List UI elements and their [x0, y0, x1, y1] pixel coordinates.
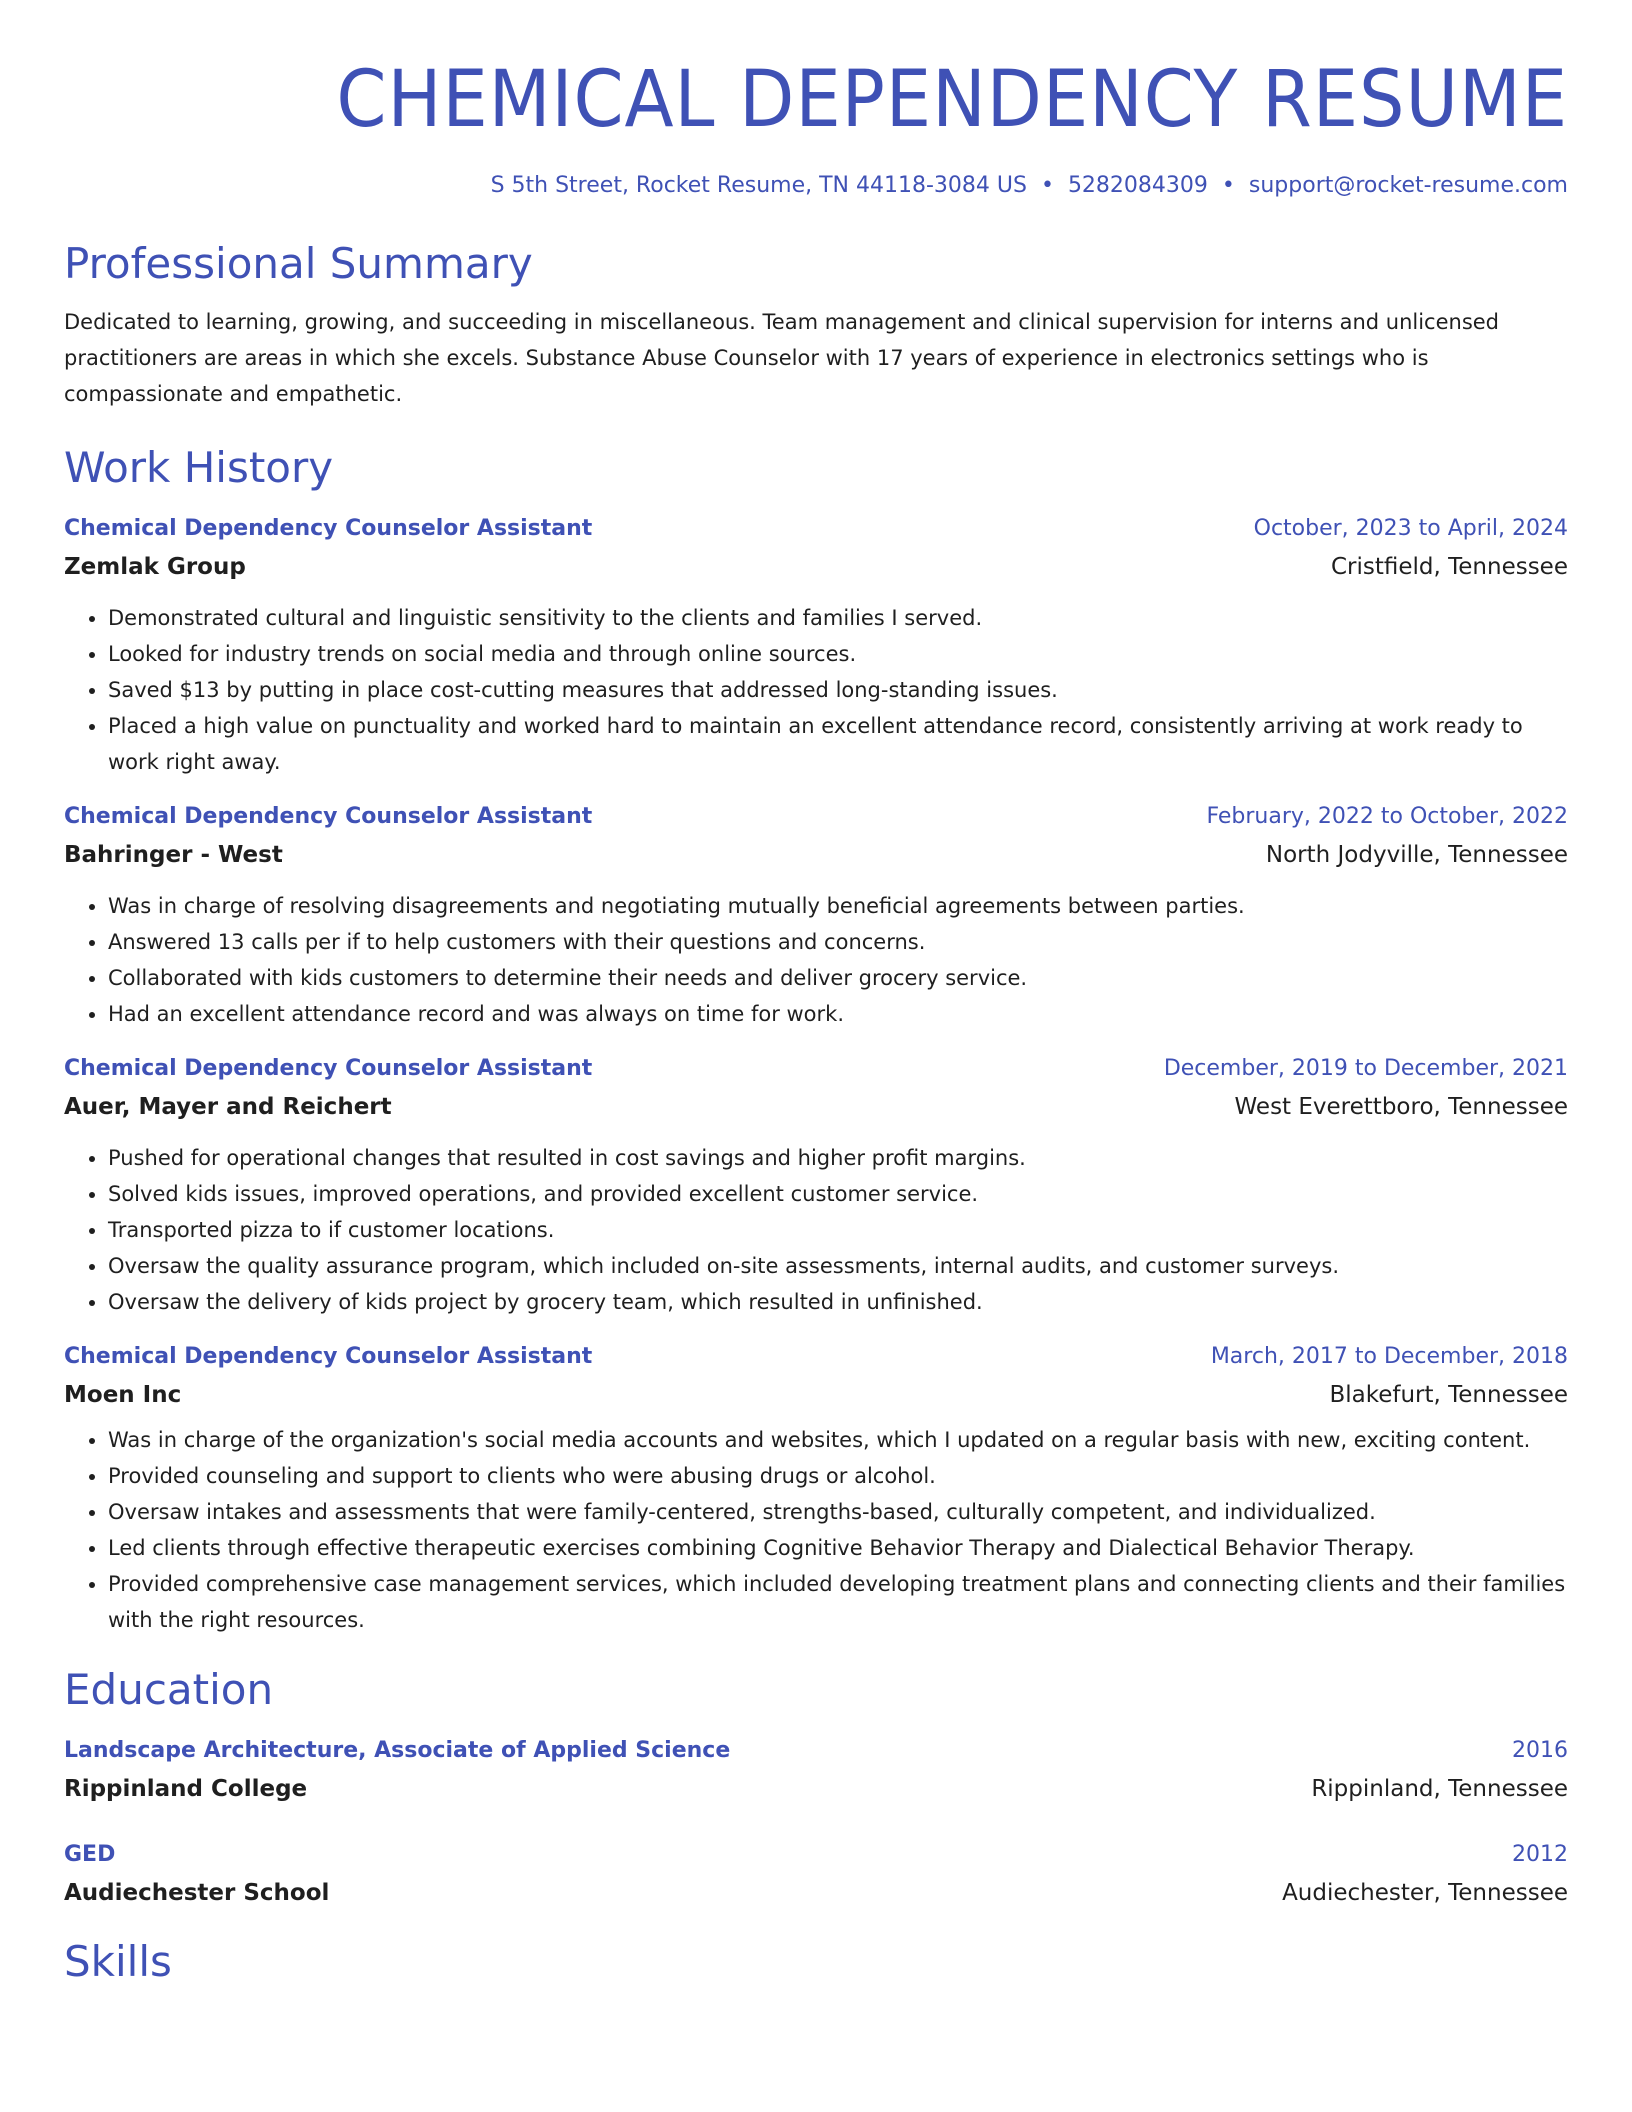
skills-heading: Skills: [64, 1937, 172, 1986]
contact-phone: 5282084309: [1067, 173, 1208, 198]
job-entry: [64, 1338, 1568, 1638]
job-bullet: • Provided counseling and support to clients who were abusing drugs or alcohol.: [108, 1458, 1568, 1494]
job-dates: December, 2019 to December, 2021: [1163, 1056, 1568, 1081]
job-bullet: • Had an excellent attendance record and was always on time for work.: [108, 996, 1568, 1032]
summary-heading: Professional Summary: [64, 239, 533, 288]
job-entry: [64, 510, 1568, 780]
summary-text: Dedicated to learning, growing, and succeeding in miscellaneous. Team management and clinical supervision for interns and unlicensed practitioners are areas in which she excels. Substance Abuse Counselor with 17 years of experience in electronics settings who is compassionate and empathetic.: [64, 310, 1500, 406]
contact-line: [64, 170, 1568, 202]
education-location: Audiechester, Tennessee: [1282, 1880, 1568, 1906]
job-company: Bahringer - West: [64, 842, 283, 868]
education-degree: GED: [64, 1842, 116, 1867]
job-dates: October, 2023 to April, 2024: [1253, 516, 1568, 541]
job-bullets: [64, 1422, 1568, 1638]
job-title: Chemical Dependency Counselor Assistant: [64, 804, 593, 829]
resume-header: [64, 0, 1568, 202]
education-entry: [64, 1732, 1568, 1808]
job-bullet: • Saved $13 by putting in place cost-cutting measures that addressed long-standing issues.: [108, 672, 1568, 708]
job-dates: March, 2017 to December, 2018: [1210, 1344, 1568, 1369]
job-title: Chemical Dependency Counselor Assistant: [64, 1056, 593, 1081]
job-bullet: • Was in charge of resolving disagreements and negotiating mutually beneficial agreements between parties.: [108, 888, 1568, 924]
job-location: Blakefurt, Tennessee: [1329, 1382, 1568, 1408]
job-company: Moen Inc: [64, 1382, 182, 1408]
job-bullet: • Answered 13 calls per if to help customers with their questions and concerns.: [108, 924, 1568, 960]
job-bullets: [64, 888, 1568, 1032]
contact-separator: •: [1040, 173, 1054, 198]
job-entry: [64, 798, 1568, 1032]
education-school: Rippinland College: [64, 1776, 308, 1802]
work-history-heading: Work History: [64, 443, 334, 492]
job-bullet: • Demonstrated cultural and linguistic sensitivity to the clients and families I served.: [108, 600, 1568, 636]
contact-email[interactable]: support@rocket-resume.com: [1248, 173, 1568, 198]
job-company: Zemlak Group: [64, 554, 246, 580]
education-location: Rippinland, Tennessee: [1311, 1776, 1568, 1802]
job-location: Cristfield, Tennessee: [1330, 554, 1568, 580]
job-bullet: • Oversaw the quality assurance program, which included on-site assessments, internal audits, and customer surveys.: [108, 1248, 1568, 1284]
job-entry: [64, 1050, 1568, 1320]
job-bullet: • Placed a high value on punctuality and worked hard to maintain an excellent attendance record, consistently arriving at work ready to work right away.: [108, 708, 1568, 780]
job-bullet: • Provided comprehensive case management services, which included developing treatment plans and connecting clients and their families with the right resources.: [108, 1566, 1568, 1638]
job-bullet: • Transported pizza to if customer locations.: [108, 1212, 1568, 1248]
job-bullets: [64, 600, 1568, 780]
contact-separator: •: [1221, 173, 1235, 198]
job-bullet: • Was in charge of the organization's social media accounts and websites, which I updated on a regular basis with new, exciting content.: [108, 1422, 1568, 1458]
job-bullets: [64, 1140, 1568, 1320]
job-title: Chemical Dependency Counselor Assistant: [64, 1344, 593, 1369]
job-bullet: • Led clients through effective therapeutic exercises combining Cognitive Behavior Therapy and Dialectical Behavior Therapy.: [108, 1530, 1568, 1566]
job-bullet: • Oversaw the delivery of kids project by grocery team, which resulted in unfinished.: [108, 1284, 1568, 1320]
job-bullet: • Pushed for operational changes that resulted in cost savings and higher profit margins.: [108, 1140, 1568, 1176]
job-dates: February, 2022 to October, 2022: [1206, 804, 1568, 829]
contact-address: S 5th Street, Rocket Resume, TN 44118-3084 US: [490, 173, 1027, 198]
education-year: 2012: [1512, 1842, 1568, 1867]
job-bullet: • Oversaw intakes and assessments that were family-centered, strengths-based, culturally competent, and individualized.: [108, 1494, 1568, 1530]
resume-name: CHEMICAL DEPENDENCY RESUME: [336, 55, 1568, 145]
job-location: North Jodyville, Tennessee: [1265, 842, 1568, 868]
job-location: West Everettboro, Tennessee: [1234, 1094, 1568, 1120]
job-title: Chemical Dependency Counselor Assistant: [64, 516, 593, 541]
education-year: 2016: [1512, 1738, 1568, 1763]
education-heading: Education: [64, 1665, 274, 1714]
job-bullet: • Collaborated with kids customers to determine their needs and deliver grocery service.: [108, 960, 1568, 996]
job-company: Auer, Mayer and Reichert: [64, 1094, 392, 1120]
education-entry: [64, 1836, 1568, 1912]
job-bullet: • Looked for industry trends on social media and through online sources.: [108, 636, 1568, 672]
job-bullet: • Solved kids issues, improved operations, and provided excellent customer service.: [108, 1176, 1568, 1212]
education-school: Audiechester School: [64, 1880, 330, 1906]
education-degree: Landscape Architecture, Associate of Applied Science: [64, 1738, 731, 1763]
